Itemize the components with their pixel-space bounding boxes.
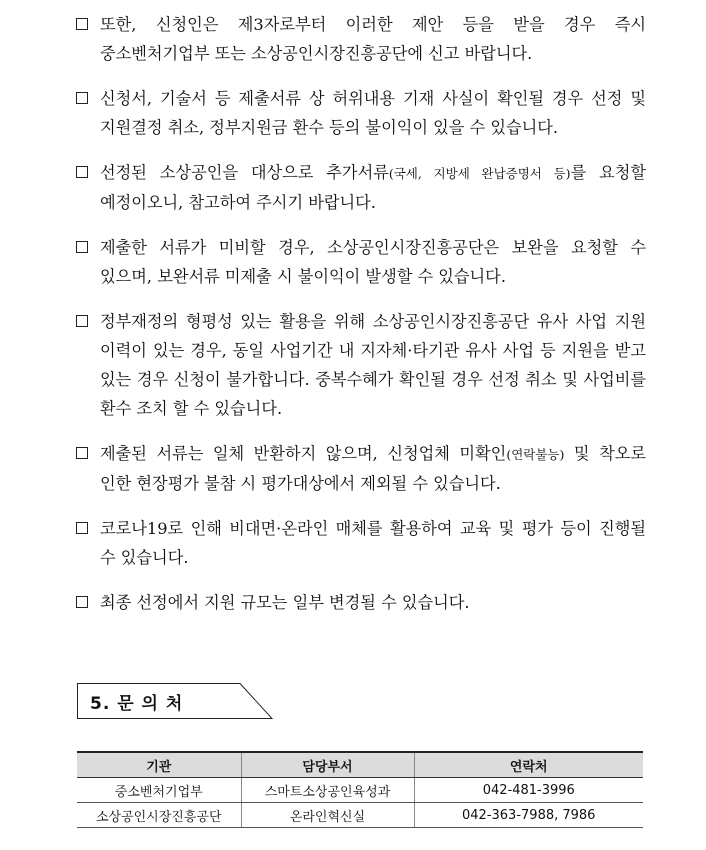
notice-text: 또한, 신청인은 제3자로부터 이러한 제안 등을 받을 경우 즉시 중소벤처기업부 또는 소상공인시장진흥공단에 신고 바랍니다.: [100, 15, 646, 63]
contact-table: [77, 751, 643, 828]
checkbox-bullet: [76, 522, 88, 534]
section-heading: [77, 683, 273, 719]
notice-text: 및 착오로 인한 현장평가 불참 시 평가대상에서 제외될 수 있습니다.: [100, 444, 646, 493]
notice-item: [74, 233, 646, 291]
notice-text-small: (국세, 지방세 완납증명서 등): [388, 166, 571, 181]
notice-text-small: (연락불능): [506, 447, 565, 462]
notice-text: 제출된 서류는 일체 반환하지 않으며, 신청업체 미확인: [100, 444, 507, 463]
section-title: 5. 문 의 처: [90, 694, 184, 714]
notice-item: [74, 84, 646, 142]
notice-item: [74, 588, 646, 617]
notice-text: 최종 선정에서 지원 규모는 일부 변경될 수 있습니다.: [100, 593, 470, 612]
notice-item: [74, 10, 646, 68]
header-cell: 담당부서: [241, 752, 414, 778]
checkbox-bullet: [76, 596, 88, 608]
header-cell: 기관: [77, 752, 241, 778]
notice-item: [74, 514, 646, 572]
checkbox-bullet: [76, 447, 88, 459]
notice-item: [74, 307, 646, 423]
table-cell: 042-481-3996: [414, 778, 643, 803]
table-cell: 온라인혁신실: [241, 803, 414, 828]
table-row: [77, 803, 643, 828]
notice-item: [74, 158, 646, 217]
notice-list: [74, 10, 646, 617]
notice-text: 코로나19로 인해 비대면·온라인 매체를 활용하여 교육 및 평가 등이 진행될 수 있습니다.: [100, 519, 646, 567]
notice-text: 정부재정의 형평성 있는 활용을 위해 소상공인시장진흥공단 유사 사업 지원 이력이 있는 경우, 동일 사업기간 내 지자체·타기관 유사 사업 등 지원을 받고 있는 경우 신청이 불가합니다. 중복수혜가 확인될 경우 선정 취소 및 사업비를 환수 조치 할 수 있습니다.: [100, 312, 646, 418]
checkbox-bullet: [76, 92, 88, 104]
table-cell: 소상공인시장진흥공단: [77, 803, 241, 828]
notice-text: 신청서, 기술서 등 제출서류 상 허위내용 기재 사실이 확인될 경우 선정 및 지원결정 취소, 정부지원금 환수 등의 불이익이 있을 수 있습니다.: [100, 89, 646, 137]
notice-text: 제출한 서류가 미비할 경우, 소상공인시장진흥공단은 보완을 요청할 수 있으며, 보완서류 미제출 시 불이익이 발생할 수 있습니다.: [100, 238, 646, 286]
checkbox-bullet: [76, 315, 88, 327]
table-cell: 스마트소상공인육성과: [241, 778, 414, 803]
notice-text: 를 요청할 예정이오니, 참고하여 주시기 바랍니다.: [100, 163, 646, 212]
table-cell: 중소벤처기업부: [77, 778, 241, 803]
checkbox-bullet: [76, 166, 88, 178]
checkbox-bullet: [76, 241, 88, 253]
table-row: [77, 778, 643, 803]
notice-item: [74, 439, 646, 498]
header-cell: 연락처: [414, 752, 643, 778]
checkbox-bullet: [76, 18, 88, 30]
table-cell: 042-363-7988, 7986: [414, 803, 643, 828]
notice-text: 선정된 소상공인을 대상으로 추가서류: [100, 163, 389, 182]
table-header-row: [77, 752, 643, 778]
